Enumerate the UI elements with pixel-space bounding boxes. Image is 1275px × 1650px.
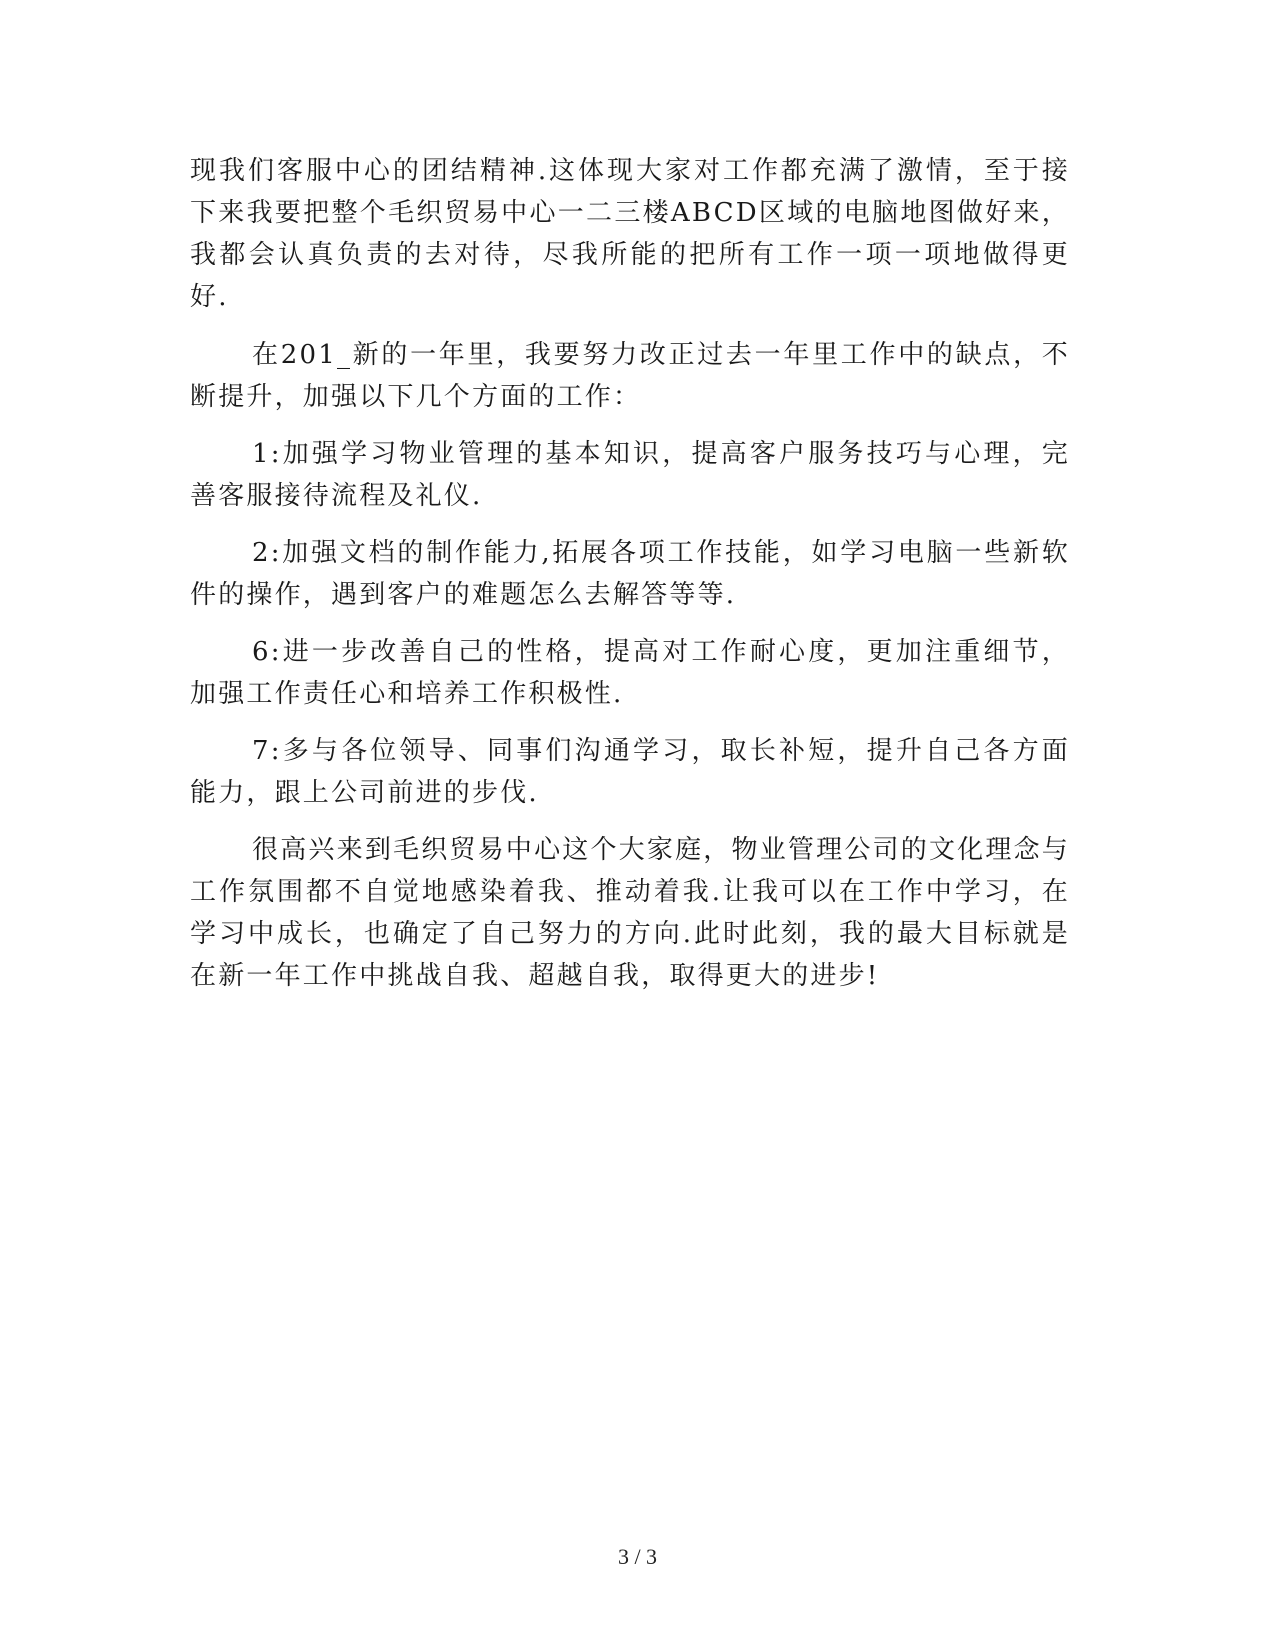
paragraph-continuation: 现我们客服中心的团结精神.这体现大家对工作都充满了激情，至于接下来我要把整个毛织贸易中心一二三楼ABCD区域的电脑地图做好来，我都会认真负责的去对待，尽我所能的把所有工作一项一项地做得更好. [190, 156, 1070, 312]
list-item-1: 1:加强学习物业管理的基本知识，提高客户服务技巧与心理，完善客服接待流程及礼仪. [190, 439, 1070, 511]
paragraph-new-year-intro: 在201_新的一年里，我要努力改正过去一年里工作中的缺点，不断提升，加强以下几个方面的工作： [190, 340, 1070, 412]
list-item-2: 2:加强文档的制作能力,拓展各项工作技能，如学习电脑一些新软件的操作，遇到客户的难题怎么去解答等等. [190, 538, 1070, 610]
paragraph-closing: 很高兴来到毛织贸易中心这个大家庭，物业管理公司的文化理念与工作氛围都不自觉地感染着我、推动着我.让我可以在工作中学习，在学习中成长，也确定了自己努力的方向.此时此刻，我的最大目标就是在新一年工作中挑战自我、超越自我，取得更大的进步! [190, 835, 1070, 991]
document-body [190, 150, 1070, 1012]
list-item-6: 6:进一步改善自己的性格，提高对工作耐心度，更加注重细节，加强工作责任心和培养工作积极性. [190, 637, 1070, 709]
page-number: 3 / 3 [617, 1544, 658, 1569]
list-item-7: 7:多与各位领导、同事们沟通学习，取长补短，提升自己各方面能力，跟上公司前进的步伐. [190, 736, 1070, 808]
